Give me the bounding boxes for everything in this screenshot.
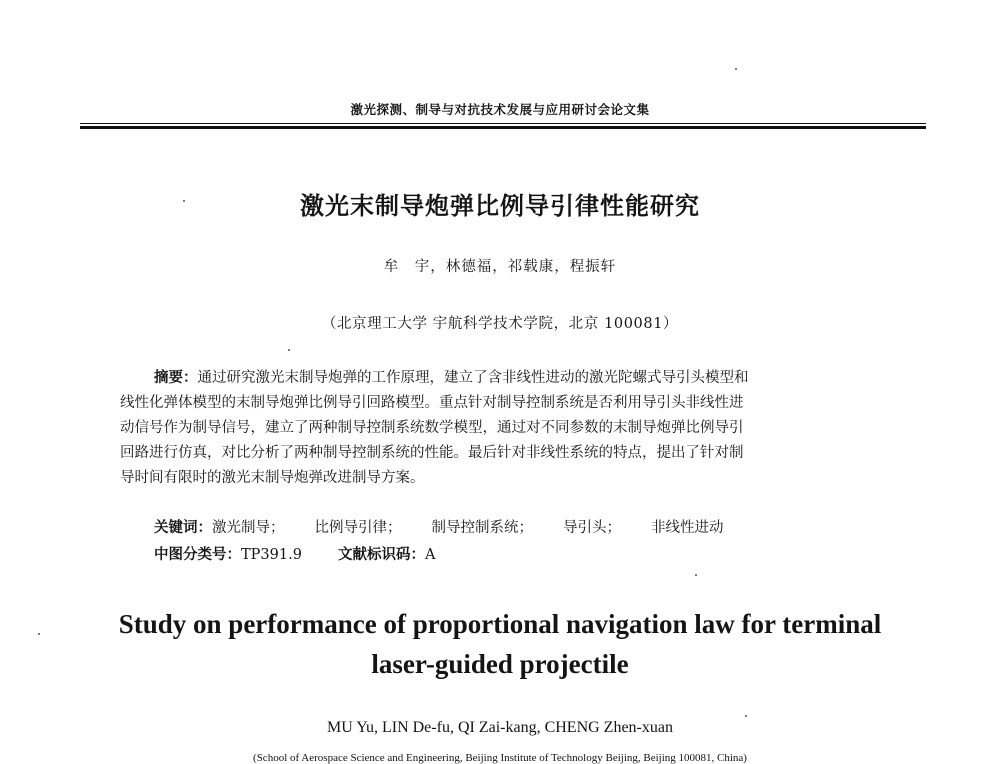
header-rule-thin <box>80 123 926 124</box>
keywords <box>154 516 724 537</box>
scan-speck <box>695 574 697 576</box>
scan-speck <box>735 68 737 70</box>
abstract-line: 动信号作为制导信号，建立了两种制导控制系统数学模型，通过对不同参数的末制导炮弹比例导引 <box>120 420 744 436</box>
scan-speck <box>288 349 290 351</box>
keywords-label: 关键词： <box>154 520 212 536</box>
authors-zh: 牟 宇，林德福，祁载康，程振轩 <box>383 259 617 275</box>
keyword: 制导控制系统； <box>431 520 533 536</box>
header-rule-thick <box>80 126 926 129</box>
affiliation-en: (School of Aerospace Science and Engineering, Beijing Institute of Technology Beijing, Beijing 100081, China) <box>253 752 747 764</box>
abstract-text: 通过研究激光末制导炮弹的工作原理，建立了含非线性进动的激光陀螺式导引头模型和 <box>197 370 749 386</box>
paper-title-zh: 激光末制导炮弹比例导引律性能研究 <box>300 192 700 220</box>
scan-speck <box>183 200 185 202</box>
scan-speck <box>38 633 40 635</box>
abstract <box>120 366 895 491</box>
scan-speck <box>745 715 747 717</box>
authors-en: MU Yu, LIN De-fu, QI Zai-kang, CHENG Zhen-xuan <box>327 719 673 736</box>
affiliation-zh: （北京理工大学 宇航科学技术学院，北京 100081） <box>321 316 679 332</box>
clc-value: TP391.9 <box>241 547 302 563</box>
keyword: 非线性进动 <box>651 520 724 536</box>
paper-title-en <box>0 604 1000 684</box>
abstract-label: 摘要： <box>154 370 198 386</box>
proceedings-title: 激光探测、制导与对抗技术发展与应用研讨会论文集 <box>350 102 650 117</box>
doc-code-label: 文献标识码： <box>337 547 425 563</box>
abstract-line: 导时间有限时的激光末制导炮弹改进制导方案。 <box>120 470 425 486</box>
title-en-line: Study on performance of proportional navigation law for terminal <box>118 609 882 639</box>
doc-code-value: A <box>424 547 436 563</box>
title-en-line: laser-guided projectile <box>371 649 629 679</box>
keyword: 比例导引律； <box>314 520 402 536</box>
keyword: 导引头； <box>563 520 621 536</box>
abstract-line: 线性化弹体模型的末制导炮弹比例导引回路模型。重点针对制导控制系统是否利用导引头非线性进 <box>120 395 744 411</box>
abstract-line: 回路进行仿真，对比分析了两种制导控制系统的性能。最后针对非线性系统的特点，提出了针对制 <box>120 445 744 461</box>
keyword: 激光制导； <box>212 520 285 536</box>
abstract-line <box>120 366 895 391</box>
classification-line <box>154 543 435 564</box>
clc-label: 中图分类号： <box>154 547 241 563</box>
